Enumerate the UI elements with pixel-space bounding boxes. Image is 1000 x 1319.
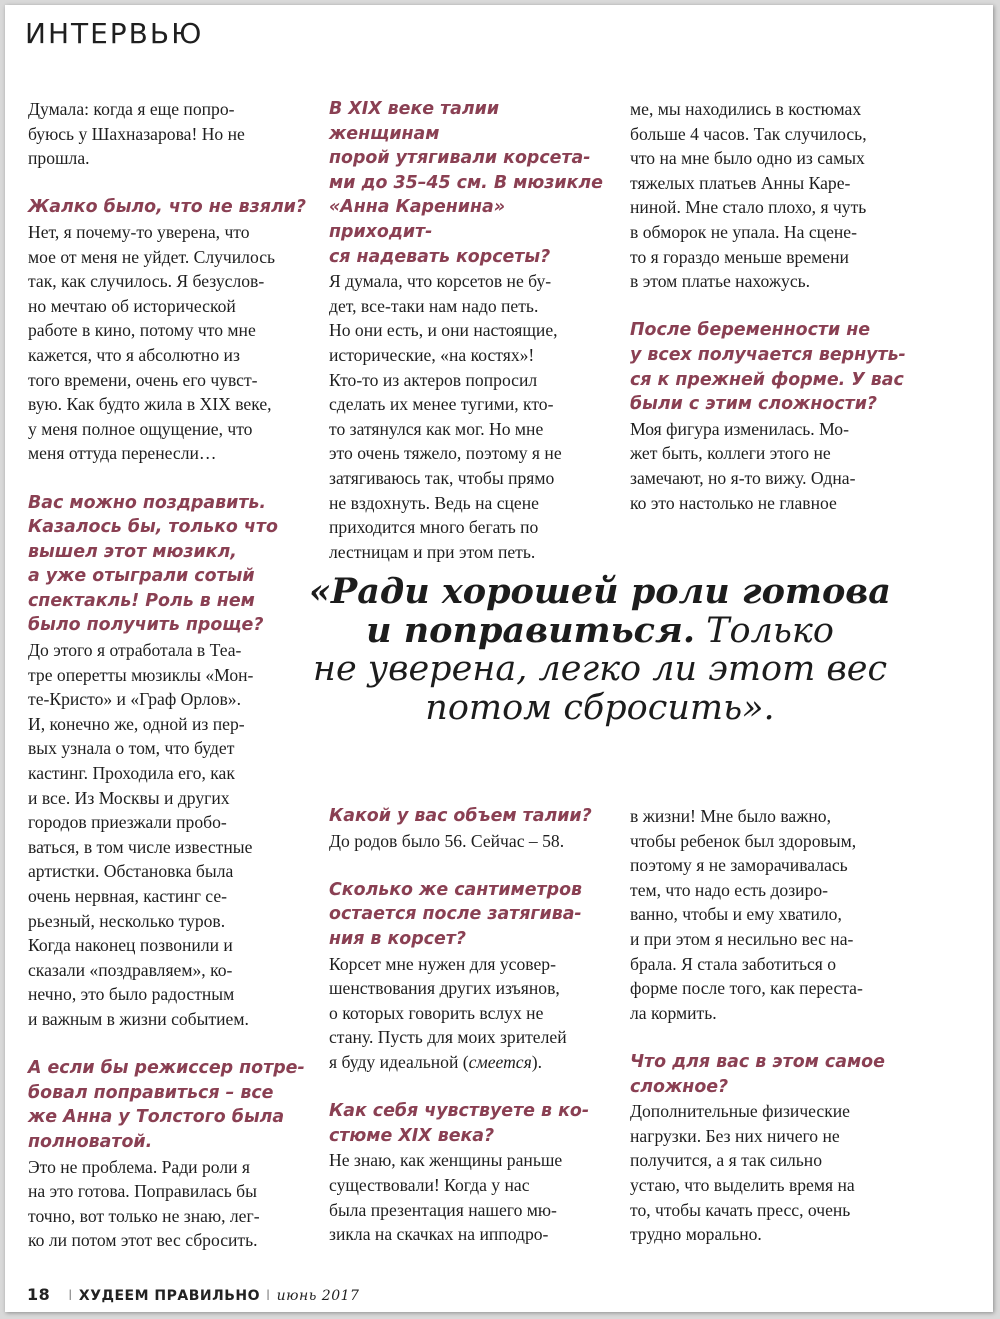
text-column-4 xyxy=(329,804,614,1247)
pull-quote-bold: «Ради хорошей роли готова и поправиться. xyxy=(309,571,891,651)
interview-answer: Нет, я почему-то уверена, что мое от меня не уйдет. Случилось так, как случилось. Я безуслов- но мечтаю об исторической работе в кино, потому что мне кажется, что я абсолютно из того времени, очень его чувст- вую. Как будто жила в XIX веке, у меня полное ощущение, что меня оттуда перенесли… xyxy=(28,221,276,464)
interview-answer: Моя фигура изменилась. Мо- жет быть, коллеги этого не замечают, но я-то вижу. Одна- ко это настолько не главное xyxy=(630,418,856,513)
interview-answer: в жизни! Мне было важно, чтобы ребенок был здоровым, поэтому я не заморачивалась тем, что надо есть дозиро- ванно, чтобы и ему хватило, и при этом я несильно вес на- брала. Я стала заботиться о форме после того, как переста- ла кормить. xyxy=(630,806,863,1023)
interview-question: Какой у вас объем талии? xyxy=(329,806,592,826)
text-column-2 xyxy=(329,97,614,564)
interview-question: Вас можно поздравить. Казалось бы, только что вышел этот мюзикл, а уже отыграли сотый спектакль! Роль в нем было получить проще? xyxy=(28,492,278,636)
interview-answer: Я думала, что корсетов не бу- дет, все-таки нам надо петь. Но они есть, и они настоящие, исторические, «на костях»! Кто-то из актеров попросил сделать их менее тугими, кто- то затянулся как мог. Но мне это очень тяжело, поэтому я не затягиваюсь так, чтобы прямо не вздохнуть. Ведь на сцене приходится много бегать по лестницам и при этом петь. xyxy=(329,271,562,562)
footer-separator: I xyxy=(266,1288,271,1304)
interview-answer: Думала: когда я еще попро- буюсь у Шахназарова! Но не прошла. xyxy=(28,99,245,169)
footer-separator: I xyxy=(68,1288,73,1304)
interview-question: Что для вас в этом самое сложное? xyxy=(630,1051,885,1097)
interview-question: Сколько же сантиметров остается после затягива- ния в корсет? xyxy=(329,879,583,949)
interview-answer: До этого я отработала в Теа- тре оперетты мюзиклы «Мон- те-Кристо» и «Граф Орлов». И, конечно же, одной из пер- вых узнала о том, что будет кастинг. Проходила его, как и все. Из Москвы и других городов приезжали пробо- ваться, в том числе известные артистки. Обстановка была очень нервная, кастинг се- рьезный, несколько туров. Когда наконец позвонили и сказали «поздравляем», ко- нечно, это было радостным и важным в жизни событием. xyxy=(28,640,254,1029)
page-number: 18 xyxy=(27,1285,51,1304)
interview-answer: Корсет мне нужен для усовер- шенствования других изъянов, о которых говорить вслух не стану. Пусть для моих зрителей я буду идеальной (смеется). xyxy=(329,953,567,1072)
magazine-name: ХУДЕЕМ ПРАВИЛЬНО xyxy=(78,1288,261,1304)
interview-question: В XIX веке талии женщинам порой утягивали корсета- ми до 35–45 см. В мюзикле «Анна Каренина» приходит- ся надевать корсеты? xyxy=(329,99,603,267)
interview-answer: До родов было 56. Сейчас – 58. xyxy=(329,830,565,851)
interview-answer: ме, мы находились в костюмах больше 4 часов. Так случилось, что на мне было одно из самых тяжелых платьев Анны Каре- ниной. Мне стало плохо, я чуть в обморок не упала. На сцене- то я гораздо меньше времени в этом платье нахожусь. xyxy=(630,99,867,292)
pull-quote-regular: Только не уверена, легко ли этот вес потом сбросить». xyxy=(312,610,888,728)
interview-answer: Это не проблема. Ради роли я на это готова. Поправилась бы точно, вот только не знаю, лег- ко ли потом этот вес сбросить. xyxy=(28,1156,260,1251)
text-column-5 xyxy=(630,804,915,1247)
magazine-page xyxy=(5,5,993,1312)
interview-answer: Дополнительные физические нагрузки. Без них ничего не получится, а я так сильно устаю, что выделить время на то, чтобы качать пресс, очень трудно морально. xyxy=(630,1101,855,1245)
interview-question: Жалко было, что не взяли? xyxy=(28,197,306,218)
page-footer xyxy=(27,1285,359,1304)
interview-question: После беременности не у всех получается вернуть- ся к прежней форме. У вас были с этим сложности? xyxy=(630,320,906,415)
issue-date: июнь 2017 xyxy=(276,1288,360,1304)
interview-answer: Не знаю, как женщины раньше существовали! Когда у нас была презентация нашего мю- зикла на скачках на ипподро- xyxy=(329,1150,563,1245)
text-column-3 xyxy=(630,97,915,515)
section-title: ИНТЕРВЬЮ xyxy=(25,17,204,50)
interview-question: А если бы режиссер потре- бовал поправиться – все же Анна у Толстого была полноватой. xyxy=(28,1058,305,1152)
interview-question: Как себя чувствуете в ко- стюме XIX века? xyxy=(329,1101,590,1146)
pull-quote xyxy=(255,573,945,727)
